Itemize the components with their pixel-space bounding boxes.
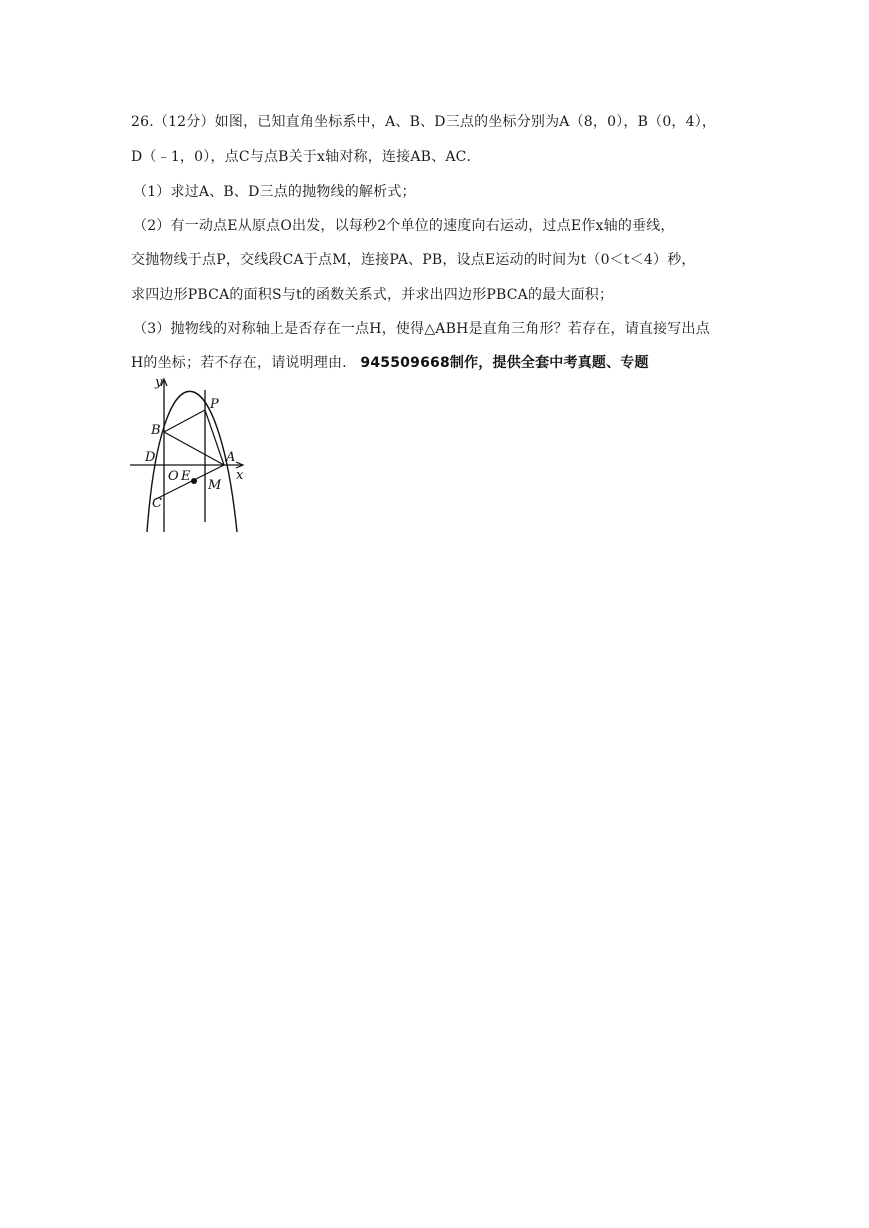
question-part-2-line-3: 求四边形PBCA的面积S与t的函数关系式，并求出四边形PBCA的最大面积；: [131, 287, 614, 303]
question-part-3-line-1: （3）抛物线的对称轴上是否存在一点H，使得△ABH是直角三角形？若存在，请直接写出点: [133, 321, 710, 337]
problem-statement-line-1: 26.（12分）如图，已知直角坐标系中，A、B、D三点的坐标分别为A（8，0），B（0，4），: [131, 114, 717, 130]
point-e-dot: [191, 478, 197, 484]
question-part-3-text: H的坐标；若不存在，请说明理由．: [131, 355, 357, 371]
label-a: A: [226, 450, 236, 465]
parabola-figure: [128, 372, 252, 536]
promo-text: 945509668制作，提供全套中考真题、专题: [360, 355, 649, 371]
label-m: M: [208, 478, 222, 493]
question-part-3-line-2: [131, 353, 649, 373]
label-b: B: [151, 423, 161, 438]
label-e: E: [181, 469, 191, 484]
question-part-2-line-2: 交抛物线于点P，交线段CA于点M，连接PA、PB，设点E运动的时间为t（0＜t＜4）秒，: [131, 252, 696, 268]
label-x: x: [236, 468, 244, 483]
question-part-2-line-1: （2）有一动点E从原点O出发，以每秒2个单位的速度向右运动，过点E作x轴的垂线，: [133, 218, 675, 234]
label-p: P: [210, 397, 219, 412]
segment-bp: [164, 410, 205, 432]
question-part-1: （1）求过A、B、D三点的抛物线的解析式；: [133, 184, 416, 200]
label-c: C: [152, 496, 162, 511]
label-d: D: [145, 450, 156, 465]
problem-statement-line-2: D（﹣1，0），点C与点B关于x轴对称，连接AB、AC．: [131, 149, 481, 165]
label-y: y: [155, 375, 163, 390]
segment-ba: [164, 432, 224, 465]
label-o: O: [168, 469, 179, 484]
